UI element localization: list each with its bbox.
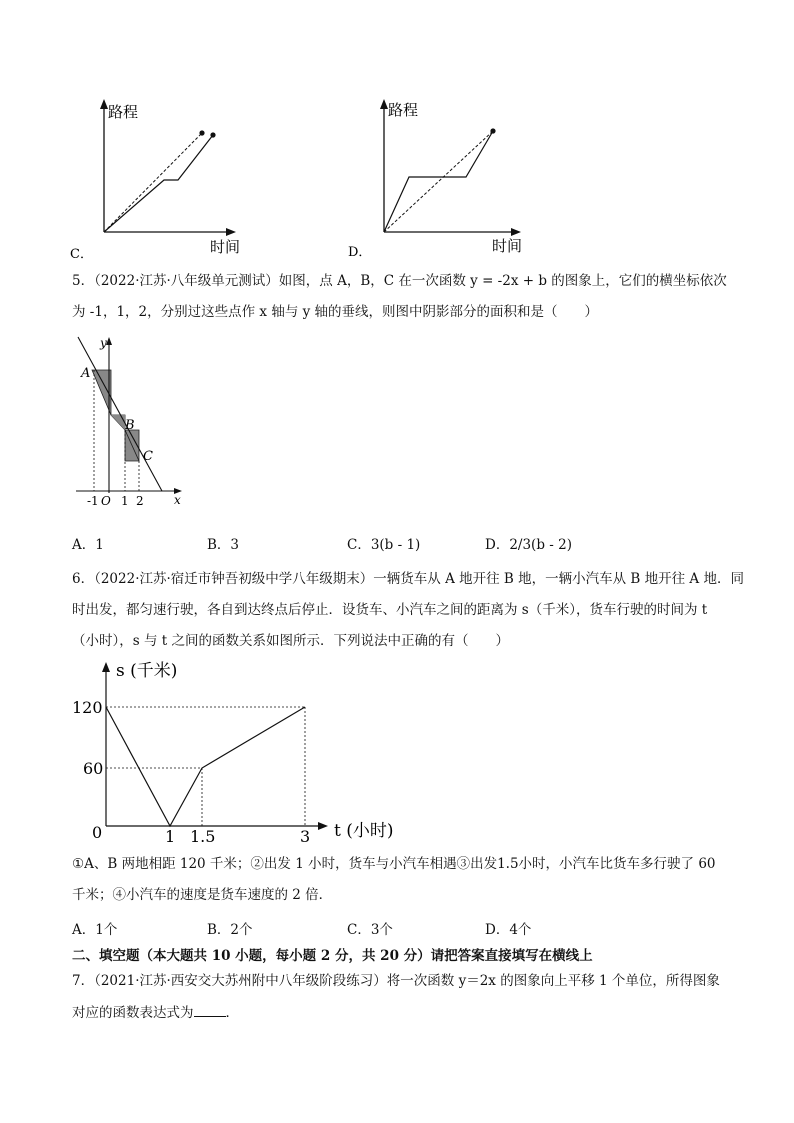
y-arrow <box>106 337 112 345</box>
q6-figure-svg <box>72 656 422 846</box>
graph-c-svg <box>60 95 260 265</box>
distance-line <box>106 707 305 826</box>
graph-d <box>340 93 540 263</box>
option-c-label: C． <box>70 247 93 262</box>
x-arrow <box>318 822 328 830</box>
dashed-path <box>104 133 202 232</box>
q5-option-a[interactable]: A．1 <box>72 537 104 553</box>
q6-option-c[interactable]: C．3个 <box>347 922 393 938</box>
tick-1: 1 <box>121 494 129 508</box>
tick-2: 2 <box>136 494 144 508</box>
q7-line2 <box>72 1003 239 1022</box>
graph-d-svg <box>340 93 540 263</box>
y-tick-60: 60 <box>83 759 104 778</box>
y-arrow <box>380 99 388 109</box>
y-axis-label: 路程 <box>388 101 419 119</box>
q6-line1: 6．（2022·江苏·宿迁市钟吾初级中学八年级期末）一辆货车从 A 地开往 B 地，一辆小汽车从 B 地开往 A 地．同 <box>72 571 744 587</box>
q6-figure <box>72 656 422 846</box>
point-a-label: A <box>81 366 91 381</box>
y-label: y <box>100 336 107 350</box>
q5-line1: 5．（2022·江苏·八年级单元测试）如图，点 A，B，C 在一次函数 y = -2x + b 的图象上，它们的横坐标依次 <box>72 273 727 289</box>
q6-line3: （小时），s 与 t 之间的函数关系如图所示．下列说法中正确的有（ ） <box>72 633 509 649</box>
q5-option-d[interactable]: D．2/3(b - 2) <box>485 537 572 553</box>
dashed-path <box>384 131 493 232</box>
function-line <box>78 337 162 491</box>
q6-statement-1: ①A、B 两地相距 120 千米；②出发 1 小时，货车与小汽车相遇③出发1.5小时，小汽车比货车多行驶了 60 <box>72 856 716 872</box>
graph-c <box>60 95 260 265</box>
q5-figure-svg <box>66 333 196 513</box>
end-point <box>490 128 495 133</box>
q6-option-a[interactable]: A．1个 <box>72 922 118 938</box>
end-point-2 <box>210 132 215 137</box>
x-axis-label: 时间 <box>210 238 241 256</box>
point-b-label: B <box>125 418 135 433</box>
q7-line2-end: ． <box>225 1005 239 1021</box>
x-axis-label: t (小时) <box>334 821 394 841</box>
x-arrow <box>511 228 521 236</box>
x-tick-3: 3 <box>300 827 311 846</box>
x-arrow <box>226 228 236 236</box>
q5-option-c[interactable]: C．3(b - 1) <box>347 537 421 553</box>
section-heading: 二、填空题（本大题共 10 小题，每小题 2 分，共 20 分）请把答案直接填写在横线上 <box>72 948 593 964</box>
x-axis-label: 时间 <box>492 237 523 255</box>
x-tick-1-5: 1.5 <box>190 827 216 846</box>
q6-line2: 时出发，都匀速行驶，各自到达终点后停止．设货车、小汽车之间的距离为 s（千米），货车行驶的时间为 t <box>72 602 708 618</box>
end-point-1 <box>199 130 204 135</box>
y-arrow <box>100 99 108 109</box>
q6-option-d[interactable]: D．4个 <box>485 922 532 938</box>
y-arrow <box>102 662 110 672</box>
solid-path <box>104 135 213 232</box>
origin-label: 0 <box>92 823 103 842</box>
y-axis-label: 路程 <box>108 103 139 121</box>
q5-line2: 为 -1，1，2，分别过这些点作 x 轴与 y 轴的垂线，则图中阴影部分的面积和是（ ） <box>72 304 599 320</box>
y-tick-120: 120 <box>72 698 103 717</box>
q7-line2-text: 对应的函数表达式为 <box>72 1005 194 1021</box>
option-d-label: D． <box>348 245 372 260</box>
q5-figure <box>66 333 196 513</box>
origin-label: O <box>101 494 111 508</box>
q7-line1: 7．（2021·江苏·西安交大苏州附中八年级阶段练习）将一次函数 y＝2x 的图象向上平移 1 个单位，所得图象 <box>72 973 720 989</box>
tick-neg1: -1 <box>87 494 99 508</box>
q5-option-b[interactable]: B．3 <box>207 537 240 553</box>
point-c-label: C <box>143 449 153 464</box>
q6-statement-2: 千米；④小汽车的速度是货车速度的 2 倍． <box>72 887 333 903</box>
y-axis-label: s (千米) <box>116 661 178 681</box>
q6-option-b[interactable]: B．2个 <box>207 922 253 938</box>
x-label: x <box>174 493 181 507</box>
x-tick-1: 1 <box>165 827 176 846</box>
q7-answer-blank[interactable] <box>194 1003 226 1017</box>
